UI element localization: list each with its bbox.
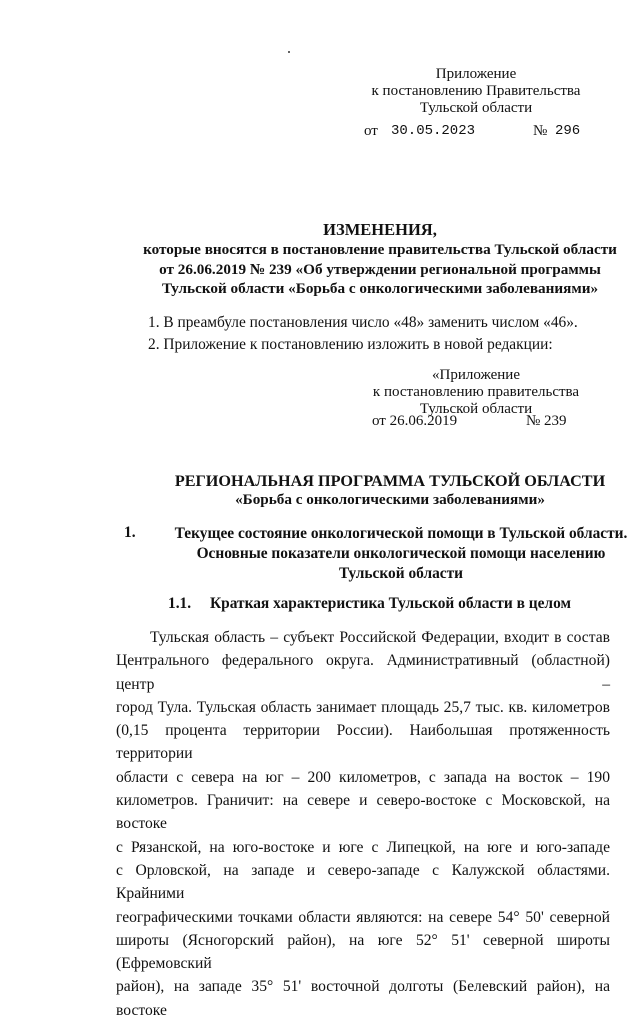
program-subtitle: «Борьба с онкологическими заболеваниями» (235, 491, 545, 508)
body-line: район), на западе 35° 51' восточной долготы (Белевский район), на востоке (116, 978, 610, 1019)
document-heading: ИЗМЕНЕНИЯ, (323, 220, 437, 239)
from-label: от (364, 123, 378, 139)
sub-resolution-date: от 26.06.2019 (372, 413, 458, 429)
amendment-item-2: 2. Приложение к постановлению изложить в новой редакции: (148, 336, 553, 353)
resolution-date: 30.05.2023 (391, 123, 476, 139)
program-title: РЕГИОНАЛЬНАЯ ПРОГРАММА ТУЛЬСКОЙ ОБЛАСТИ (174, 472, 606, 490)
sub-appendix-label: «Приложение (431, 367, 520, 383)
body-line: Центрального федерального округа. Административный (областной) центр – (116, 652, 610, 693)
body-line: километров. Граничит: на севере и северо-востоке с Московской, на востоке (116, 792, 610, 833)
sub-appendix-resolution: к постановлению правительства (372, 384, 580, 400)
body-line: широты (Ясногорский район), на юге 52° 51' северной широты (Ефремовский (116, 931, 610, 973)
appendix-region: Тульской области (419, 100, 533, 116)
subsection-number: 1.1. (168, 595, 192, 612)
number-label: № (533, 123, 548, 139)
body-line: с Рязанской, на юго-востоке и юге с Липецкой, на юге и юго-западе (116, 838, 610, 856)
title-line-3: Тульской области «Борьба с онкологическими заболеваниями» (161, 280, 599, 297)
amendment-item-1: 1. В преамбуле постановления число «48» заменить числом «46». (148, 314, 578, 331)
section-title (96, 524, 640, 584)
sub-appendix-header (364, 367, 588, 418)
document-title (40, 240, 640, 299)
title-line-2: от 26.06.2019 № 239 «Об утверждении региональной программы (159, 260, 601, 278)
appendix-label: Приложение (435, 66, 517, 82)
section-title-line-1: Текущее состояние онкологической помощи в Тульской области. (174, 525, 628, 542)
scan-speck (288, 51, 290, 53)
body-line: Тульская область – субъект Российской Федерации, входит в состав (150, 629, 610, 646)
section-title-line-2: Основные показатели онкологической помощи населению (196, 545, 606, 562)
body-line: город Тула. Тульская область занимает площадь 25,7 тыс. кв. километров (116, 698, 610, 716)
sub-resolution-number: № 239 (526, 413, 567, 429)
section-title-line-3: Тульской области (338, 565, 464, 582)
body-line: области с севера на юг – 200 километров, с запада на восток – 190 (116, 768, 610, 786)
sub-appendix-region: Тульской области (419, 401, 533, 417)
appendix-resolution: к постановлению Правительства (371, 83, 581, 99)
body-line: географическими точками области являются: на севере 54° 50' северной (116, 908, 610, 926)
appendix-header (356, 66, 596, 117)
section-number: 1. (124, 524, 136, 541)
title-line-1: которые вносятся в постановление правительства Тульской области (143, 241, 617, 258)
body-paragraph (116, 626, 610, 1022)
body-line: с Орловской, на западе и северо-западе с Калужской областями. Крайними (116, 861, 610, 903)
subsection-title: Краткая характеристика Тульской области в целом (210, 595, 571, 612)
body-line: (0,15 процента территории России). Наибольшая протяженность территории (116, 722, 610, 763)
resolution-number: 296 (555, 123, 581, 139)
